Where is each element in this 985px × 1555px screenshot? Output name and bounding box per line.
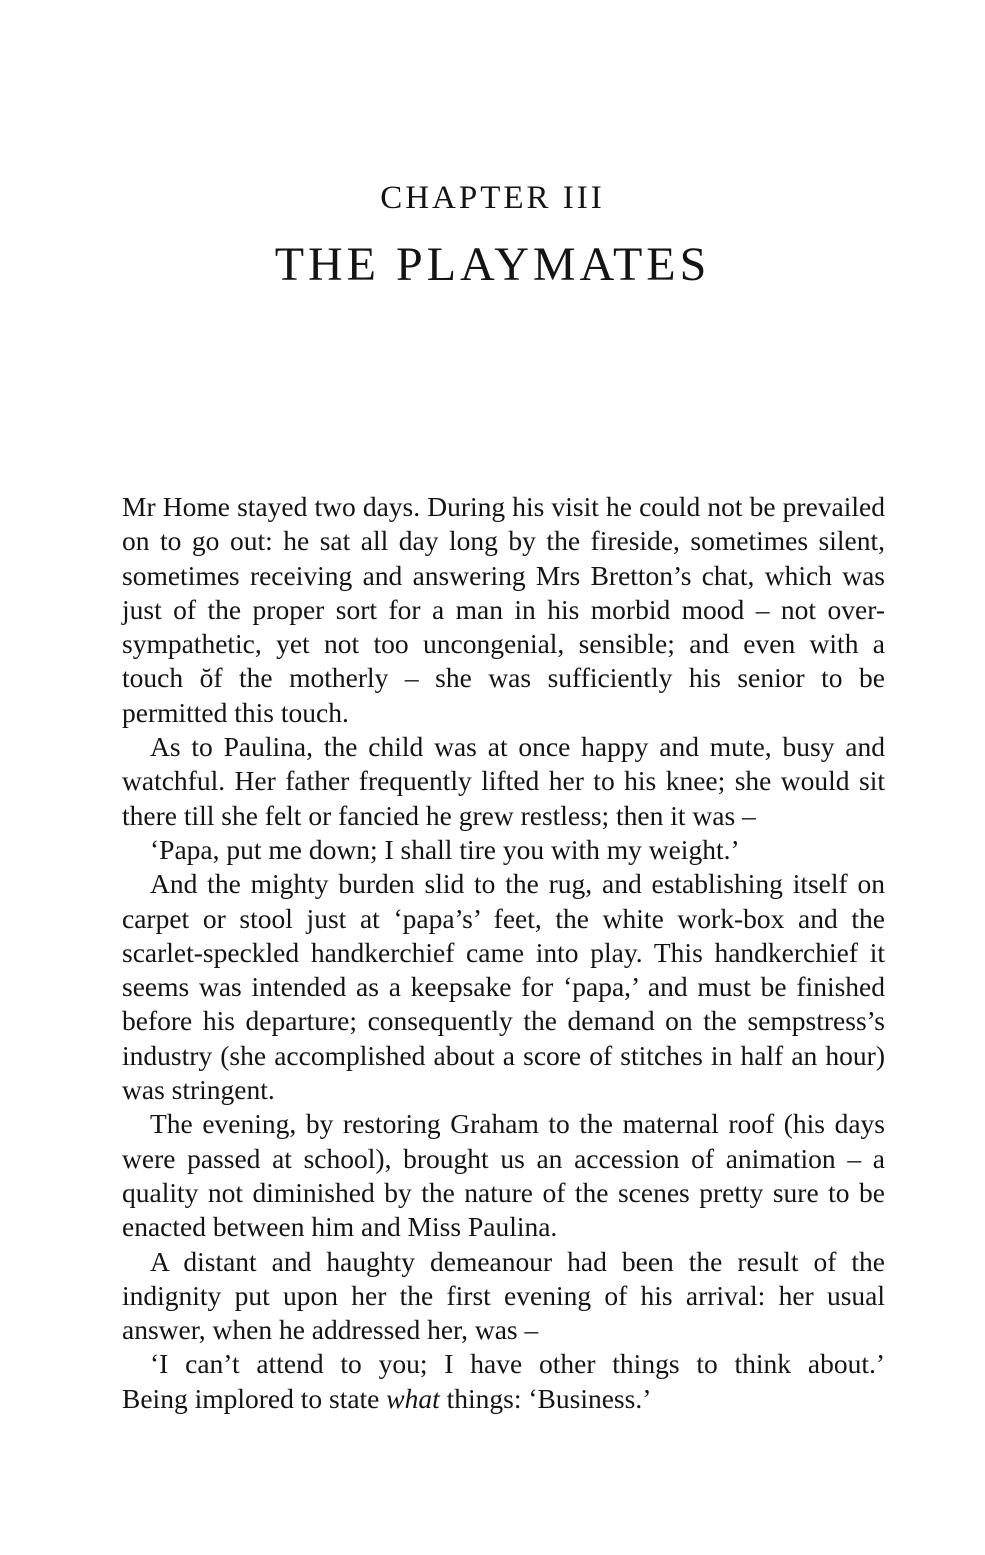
paragraph-3: ‘Papa, put me down; I shall tire you with my weight.’ [150,833,740,865]
paragraph-5: The evening, by restoring Graham to the maternal roof (his days were passed at school), brought us an accession of animation – a quality not diminished by the nature of the scenes pretty sure to be enacted between him and Miss Paulina. [122,1108,885,1243]
paragraph-8-before: Being implored to state [122,1382,387,1414]
paragraph-7: ‘I can’t attend to you; I have other things to think about.’ [150,1348,885,1380]
paragraph-2: As to Paulina, the child was at once happy and mute, busy and watchful. Her father frequently lifted her to his knee; she would sit there till she felt or fancied he grew restless; then it was – [122,731,885,831]
emphasis-what: what [386,1382,440,1414]
paragraph-8 [122,1382,885,1416]
chapter-body [122,490,885,1416]
chapter-number: CHAPTER III [380,180,605,216]
chapter-title: THE PLAYMATES [274,238,711,291]
paragraph-6: A distant and haughty demeanour had been the result of the indignity put upon her the first evening of his arrival: her usual answer, when he addressed her, was – [122,1245,885,1346]
paragraph-8-after: things: ‘Business.’ [439,1382,652,1414]
paragraph-1: Mr Home stayed two days. During his visit he could not be prevailed on to go out: he sat all day long by the fireside, sometimes silent, sometimes receiving and answering Mrs Bretton’s chat, which was just of the proper sort for a man in his morbid mood – not over-sympathetic, yet not too uncongenial, sensible; and even with a touch ŏf the motherly – she was sufficiently his senior to be permitted this touch. [122,491,885,728]
paragraph-4: And the mighty burden slid to the rug, and establishing itself on carpet or stool just at ‘papa’s’ feet, the white work-box and the scarlet-speckled handkerchief came into play. This handkerchief it seems was intended as a keepsake for ‘papa,’ and must be finished before his departure; consequently the demand on the sempstress’s industry (she accomplished about a score of stitches in half an hour) was stringent. [122,868,885,1106]
